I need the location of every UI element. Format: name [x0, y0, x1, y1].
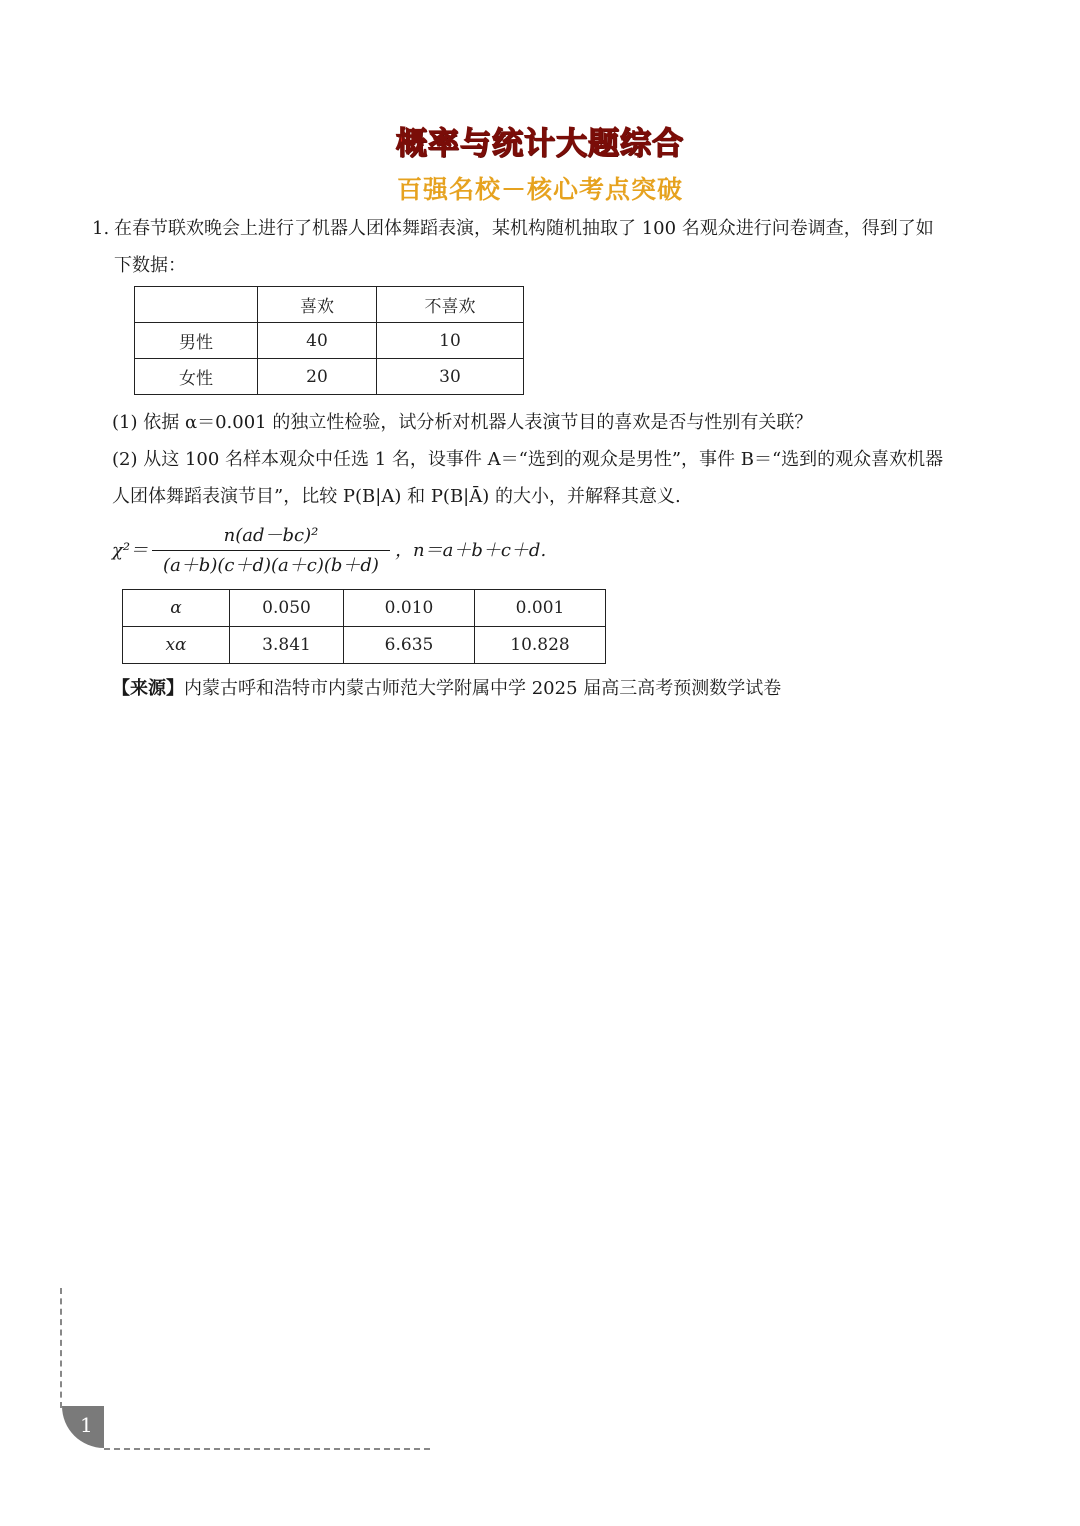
question-part-1: (1) 依据 α＝0.001 的独立性检验，试分析对机器人表演节目的喜欢是否与性别有关联？: [112, 412, 813, 433]
question-part-2-line1: (2) 从这 100 名样本观众中任选 1 名，设事件 A＝“选到的观众是男性”，事件 B＝“选到的观众喜欢机器: [112, 449, 944, 470]
page-subtitle: 百强名校－核心考点突破: [396, 175, 683, 204]
question-part-2-line2: 人团体舞蹈表演节目”，比较 P(B|A) 和 P(B|Ā) 的大小，并解释其意义.: [112, 486, 681, 507]
table-cell: 6.635: [344, 627, 475, 664]
page-title: 概率与统计大题综合: [396, 126, 684, 162]
table-cell: 40: [258, 323, 377, 359]
table-row: [135, 287, 524, 323]
source-label: 【来源】: [112, 678, 184, 699]
page-number: 1: [80, 1413, 93, 1437]
table-row: [123, 627, 606, 664]
formula-rest: ，n＝a＋b＋c＋d.: [395, 540, 547, 561]
table-cell: 20: [258, 359, 377, 395]
source-line: [112, 670, 781, 707]
formula-fraction: [152, 522, 390, 579]
question-stem-line1: 在春节联欢晚会上进行了机器人团体舞蹈表演，某机构随机抽取了 100 名观众进行问卷调查，得到了如: [114, 218, 934, 239]
critical-value-table: [122, 589, 606, 664]
table-cell: [135, 287, 258, 323]
source-text: 内蒙古呼和浩特市内蒙古师范大学附属中学 2025 届高三高考预测数学试卷: [184, 678, 782, 699]
table-cell: 0.050: [230, 590, 344, 627]
question-part-2: [112, 441, 1012, 515]
table-row: [135, 323, 524, 359]
table-header-cell: 不喜欢: [377, 287, 524, 323]
table-row-label: xα: [123, 627, 230, 664]
dashed-border-vertical: [60, 1288, 62, 1408]
table-header-cell: 喜欢: [258, 287, 377, 323]
table-cell: 10: [377, 323, 524, 359]
table-row-label: 女性: [135, 359, 258, 395]
table-row: [135, 359, 524, 395]
formula-lhs: χ²＝: [112, 540, 149, 561]
question-stem-line2: 下数据：: [114, 255, 186, 276]
table-cell: 0.010: [344, 590, 475, 627]
table-row: [123, 590, 606, 627]
table-row-label: α: [123, 590, 230, 627]
table-cell: 30: [377, 359, 524, 395]
formula-numerator: n(ad－bc)²: [223, 525, 319, 546]
table-cell: 10.828: [475, 627, 606, 664]
table-row-label: 男性: [135, 323, 258, 359]
table-cell: 3.841: [230, 627, 344, 664]
question-stem: [92, 210, 1012, 284]
survey-table: [134, 286, 524, 395]
question-number: 1.: [92, 218, 110, 239]
formula-denominator: (a＋b)(c＋d)(a＋c)(b＋d): [163, 555, 379, 576]
dashed-border-horizontal: [104, 1448, 430, 1450]
table-cell: 0.001: [475, 590, 606, 627]
